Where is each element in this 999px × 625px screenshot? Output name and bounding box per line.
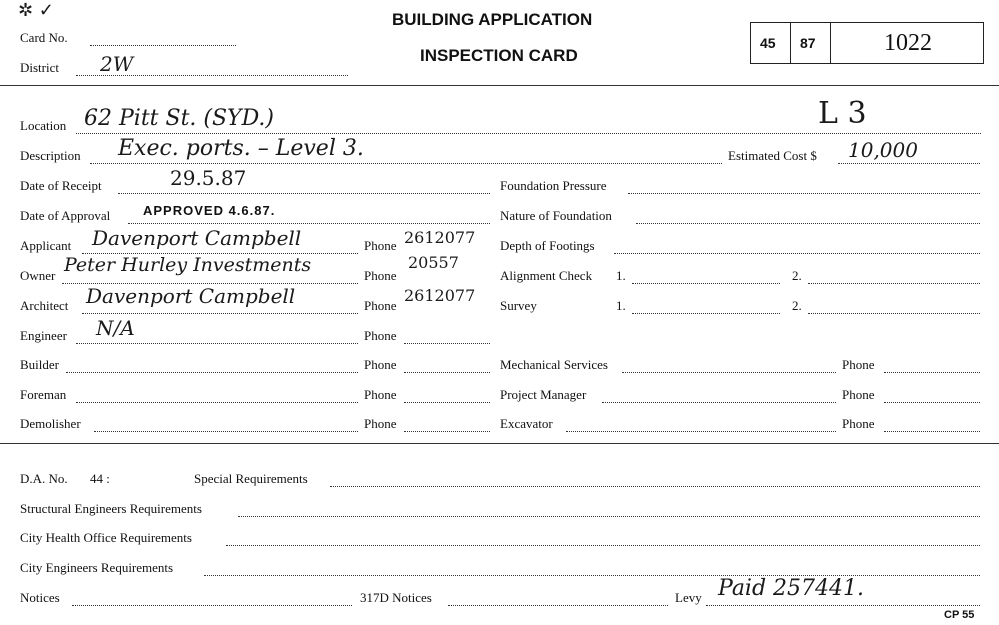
special-requirements-line bbox=[330, 486, 980, 487]
builder-phone-line bbox=[404, 372, 490, 373]
card-no-line bbox=[90, 45, 236, 46]
levy-line bbox=[706, 605, 980, 606]
date-approval-line bbox=[128, 223, 490, 224]
foundation-pressure-label: Foundation Pressure bbox=[500, 178, 607, 193]
alignment-line-1 bbox=[632, 283, 780, 284]
fields-rule bbox=[0, 443, 999, 444]
architect-phone-label: Phone bbox=[364, 298, 397, 313]
builder-line bbox=[66, 372, 358, 373]
engineer-phone-label: Phone bbox=[364, 328, 397, 343]
engineer-phone-line bbox=[404, 343, 490, 344]
applicant-label: Applicant bbox=[20, 238, 72, 253]
engineer-value: N/A bbox=[96, 316, 135, 340]
notices-317d-line bbox=[448, 605, 668, 606]
notices-317d-label: 317D Notices bbox=[360, 590, 432, 605]
structural-label: Structural Engineers Requirements bbox=[20, 501, 202, 516]
architect-value: Davenport Campbell bbox=[86, 284, 296, 308]
location-note: L 3 bbox=[818, 96, 867, 131]
notices-line bbox=[72, 605, 352, 606]
description-line bbox=[90, 163, 722, 164]
builder-phone-label: Phone bbox=[364, 357, 397, 372]
title-line-1: BUILDING APPLICATION bbox=[392, 10, 593, 29]
mechanical-phone-line bbox=[884, 372, 980, 373]
date-approval-value: APPROVED 4.6.87. bbox=[143, 203, 276, 218]
survey-label: Survey bbox=[500, 298, 537, 313]
project-manager-phone-line bbox=[884, 402, 980, 403]
mechanical-phone-label: Phone bbox=[842, 357, 875, 372]
mechanical-label: Mechanical Services bbox=[500, 357, 608, 372]
excavator-label: Excavator bbox=[500, 416, 553, 431]
excavator-phone-label: Phone bbox=[842, 416, 875, 431]
card-no-label: Card No. bbox=[20, 30, 68, 45]
header-rule bbox=[0, 85, 999, 86]
structural-line bbox=[238, 516, 980, 517]
depth-footings-label: Depth of Footings bbox=[500, 238, 595, 253]
demolisher-line bbox=[94, 431, 358, 432]
levy-label: Levy bbox=[675, 590, 702, 605]
owner-label: Owner bbox=[20, 268, 56, 283]
location-value: 62 Pitt St. (SYD.) bbox=[84, 106, 275, 131]
demolisher-phone-label: Phone bbox=[364, 416, 397, 431]
special-requirements-label: Special Requirements bbox=[194, 471, 308, 486]
engineer-label: Engineer bbox=[20, 328, 67, 343]
nature-foundation-label: Nature of Foundation bbox=[500, 208, 612, 223]
district-value: 2W bbox=[100, 52, 134, 76]
health-line bbox=[226, 545, 980, 546]
box-divider-1 bbox=[790, 22, 791, 64]
applicant-value: Davenport Campbell bbox=[92, 226, 302, 250]
description-value: Exec. ports. – Level 3. bbox=[118, 136, 364, 161]
city-engineers-label: City Engineers Requirements bbox=[20, 560, 174, 575]
engineer-line bbox=[76, 343, 358, 344]
location-label: Location bbox=[20, 118, 67, 133]
survey-num-2: 2. bbox=[792, 298, 802, 313]
owner-value: Peter Hurley Investments bbox=[64, 254, 312, 276]
builder-label: Builder bbox=[20, 357, 59, 372]
description-label: Description bbox=[20, 148, 81, 163]
da-no-label: D.A. No. bbox=[20, 471, 68, 486]
title-line-2: INSPECTION CARD bbox=[420, 46, 578, 65]
date-approval-label: Date of Approval bbox=[20, 208, 111, 223]
owner-phone-value: 20557 bbox=[408, 253, 459, 272]
notices-label: Notices bbox=[20, 590, 60, 605]
owner-phone-label: Phone bbox=[364, 268, 397, 283]
project-manager-phone-label: Phone bbox=[842, 387, 875, 402]
box-2-value: 87 bbox=[800, 35, 816, 51]
applicant-phone-value: 2612077 bbox=[404, 228, 476, 247]
alignment-num-1: 1. bbox=[616, 268, 626, 283]
date-receipt-value: 29.5.87 bbox=[170, 166, 247, 190]
alignment-num-2: 2. bbox=[792, 268, 802, 283]
foreman-line bbox=[76, 402, 358, 403]
foundation-pressure-line bbox=[628, 193, 980, 194]
date-receipt-line bbox=[118, 193, 490, 194]
estimated-cost-label: Estimated Cost $ bbox=[728, 148, 817, 163]
card-number: 1022 bbox=[884, 30, 932, 56]
check-marks: ✲ ✓ bbox=[18, 0, 54, 21]
depth-footings-line bbox=[614, 253, 980, 254]
demolisher-phone-line bbox=[404, 431, 490, 432]
project-manager-line bbox=[602, 402, 836, 403]
alignment-line-2 bbox=[808, 283, 980, 284]
form-code: CP 55 bbox=[944, 609, 975, 621]
mechanical-line bbox=[622, 372, 836, 373]
box-1-value: 45 bbox=[760, 35, 776, 51]
excavator-line bbox=[566, 431, 836, 432]
nature-foundation-line bbox=[636, 223, 980, 224]
alignment-check-label: Alignment Check bbox=[500, 268, 593, 283]
levy-value: Paid 257441. bbox=[718, 576, 865, 601]
architect-line bbox=[82, 313, 358, 314]
excavator-phone-line bbox=[884, 431, 980, 432]
foreman-phone-label: Phone bbox=[364, 387, 397, 402]
location-line bbox=[76, 133, 981, 134]
survey-line-2 bbox=[808, 313, 980, 314]
project-manager-label: Project Manager bbox=[500, 387, 587, 402]
survey-num-1: 1. bbox=[616, 298, 626, 313]
date-receipt-label: Date of Receipt bbox=[20, 178, 102, 193]
health-label: City Health Office Requirements bbox=[20, 530, 192, 545]
card-number-box bbox=[750, 22, 984, 64]
architect-phone-value: 2612077 bbox=[404, 286, 476, 305]
applicant-phone-label: Phone bbox=[364, 238, 397, 253]
architect-label: Architect bbox=[20, 298, 69, 313]
estimated-cost-line bbox=[838, 163, 980, 164]
box-divider-2 bbox=[830, 22, 831, 64]
da-no-value: 44 : bbox=[90, 471, 110, 486]
foreman-label: Foreman bbox=[20, 387, 67, 402]
survey-line-1 bbox=[632, 313, 780, 314]
estimated-cost-value: 10,000 bbox=[848, 138, 918, 162]
demolisher-label: Demolisher bbox=[20, 416, 81, 431]
foreman-phone-line bbox=[404, 402, 490, 403]
district-label: District bbox=[20, 60, 59, 75]
